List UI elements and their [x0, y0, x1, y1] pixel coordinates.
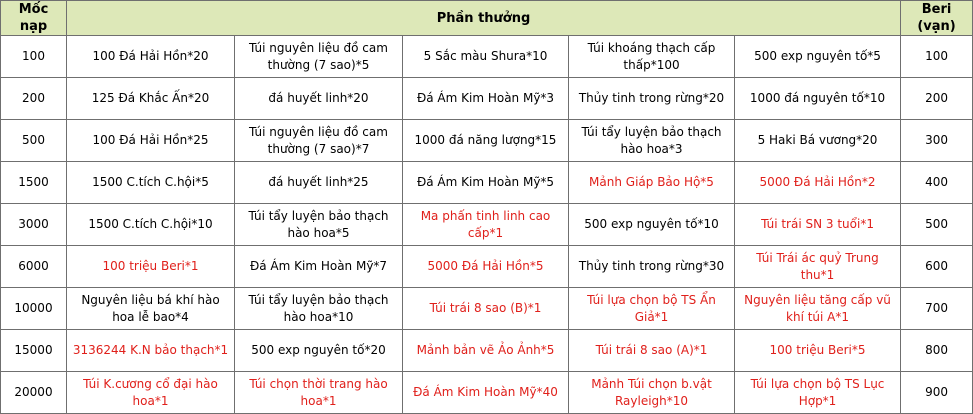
reward-cell: Túi trái 8 sao (B)*1	[403, 288, 569, 330]
header-beri: Beri (vạn)	[901, 1, 973, 36]
reward-cell: Đá Ám Kim Hoàn Mỹ*3	[403, 78, 569, 120]
table-row	[1, 162, 973, 204]
table-row	[1, 36, 973, 78]
reward-cell: Túi lựa chọn bộ TS Ẩn Giả*1	[569, 288, 735, 330]
reward-cell: 5 Haki Bá vương*20	[735, 120, 901, 162]
reward-cell: 1500 C.tích C.hội*5	[67, 162, 235, 204]
reward-cell: 100 triệu Beri*1	[67, 246, 235, 288]
reward-cell: 100 Đá Hải Hồn*25	[67, 120, 235, 162]
reward-cell: đá huyết linh*20	[235, 78, 403, 120]
reward-cell: 500 exp nguyên tố*20	[235, 330, 403, 372]
reward-cell: 3136244 K.N bảo thạch*1	[67, 330, 235, 372]
reward-cell: Đá Ám Kim Hoàn Mỹ*7	[235, 246, 403, 288]
reward-cell: Thủy tinh trong rừng*20	[569, 78, 735, 120]
reward-cell: Mảnh bản vẽ Ảo Ảnh*5	[403, 330, 569, 372]
level-cell: 500	[1, 120, 67, 162]
header-row	[1, 1, 973, 36]
beri-cell: 700	[901, 288, 973, 330]
reward-cell: 500 exp nguyên tố*5	[735, 36, 901, 78]
reward-cell: Thủy tinh trong rừng*30	[569, 246, 735, 288]
header-rewards: Phần thưởng	[67, 1, 901, 36]
reward-cell: 500 exp nguyên tố*10	[569, 204, 735, 246]
reward-cell: Đá Ám Kim Hoàn Mỹ*40	[403, 372, 569, 414]
level-cell: 100	[1, 36, 67, 78]
reward-cell: Mảnh Giáp Bảo Hộ*5	[569, 162, 735, 204]
level-cell: 6000	[1, 246, 67, 288]
table-row	[1, 78, 973, 120]
reward-cell: Túi tẩy luyện bảo thạch hào hoa*5	[235, 204, 403, 246]
table-row	[1, 288, 973, 330]
table-row	[1, 120, 973, 162]
beri-cell: 800	[901, 330, 973, 372]
level-cell: 200	[1, 78, 67, 120]
reward-cell: đá huyết linh*25	[235, 162, 403, 204]
level-cell: 15000	[1, 330, 67, 372]
beri-cell: 200	[901, 78, 973, 120]
level-cell: 3000	[1, 204, 67, 246]
reward-cell: 100 Đá Hải Hồn*20	[67, 36, 235, 78]
reward-cell: Mảnh Túi chọn b.vật Rayleigh*10	[569, 372, 735, 414]
reward-cell: Túi K.cương cổ đại hào hoa*1	[67, 372, 235, 414]
beri-cell: 500	[901, 204, 973, 246]
level-cell: 20000	[1, 372, 67, 414]
reward-cell: Đá Ám Kim Hoàn Mỹ*5	[403, 162, 569, 204]
reward-cell: Túi chọn thời trang hào hoa*1	[235, 372, 403, 414]
reward-cell: 1000 đá nguyên tố*10	[735, 78, 901, 120]
reward-cell: Túi trái SN 3 tuổi*1	[735, 204, 901, 246]
reward-cell: Nguyên liệu bá khí hào hoa lễ bao*4	[67, 288, 235, 330]
reward-cell: 5 Sắc màu Shura*10	[403, 36, 569, 78]
beri-cell: 100	[901, 36, 973, 78]
reward-cell: Túi nguyên liệu đồ cam thường (7 sao)*7	[235, 120, 403, 162]
level-cell: 1500	[1, 162, 67, 204]
reward-cell: Túi tẩy luyện bảo thạch hào hoa*10	[235, 288, 403, 330]
beri-cell: 600	[901, 246, 973, 288]
reward-cell: 125 Đá Khắc Ấn*20	[67, 78, 235, 120]
reward-cell: Nguyên liệu tăng cấp vũ khí túi A*1	[735, 288, 901, 330]
beri-cell: 300	[901, 120, 973, 162]
table-row	[1, 246, 973, 288]
reward-cell: 5000 Đá Hải Hồn*2	[735, 162, 901, 204]
table-row	[1, 330, 973, 372]
header-level: Mốc nạp	[1, 1, 67, 36]
table-row	[1, 204, 973, 246]
reward-cell: 5000 Đá Hải Hồn*5	[403, 246, 569, 288]
reward-cell: Túi lựa chọn bộ TS Lục Hợp*1	[735, 372, 901, 414]
table-body	[1, 36, 973, 414]
reward-cell: Ma phấn tinh linh cao cấp*1	[403, 204, 569, 246]
reward-cell: 1500 C.tích C.hội*10	[67, 204, 235, 246]
reward-cell: 1000 đá năng lượng*15	[403, 120, 569, 162]
reward-cell: Túi trái 8 sao (A)*1	[569, 330, 735, 372]
reward-cell: Túi tẩy luyện bảo thạch hào hoa*3	[569, 120, 735, 162]
beri-cell: 900	[901, 372, 973, 414]
reward-cell: 100 triệu Beri*5	[735, 330, 901, 372]
table-row	[1, 372, 973, 414]
reward-cell: Túi nguyên liệu đồ cam thường (7 sao)*5	[235, 36, 403, 78]
level-cell: 10000	[1, 288, 67, 330]
beri-cell: 400	[901, 162, 973, 204]
reward-cell: Túi Trái ác quỷ Trung thu*1	[735, 246, 901, 288]
reward-cell: Túi khoáng thạch cấp thấp*100	[569, 36, 735, 78]
